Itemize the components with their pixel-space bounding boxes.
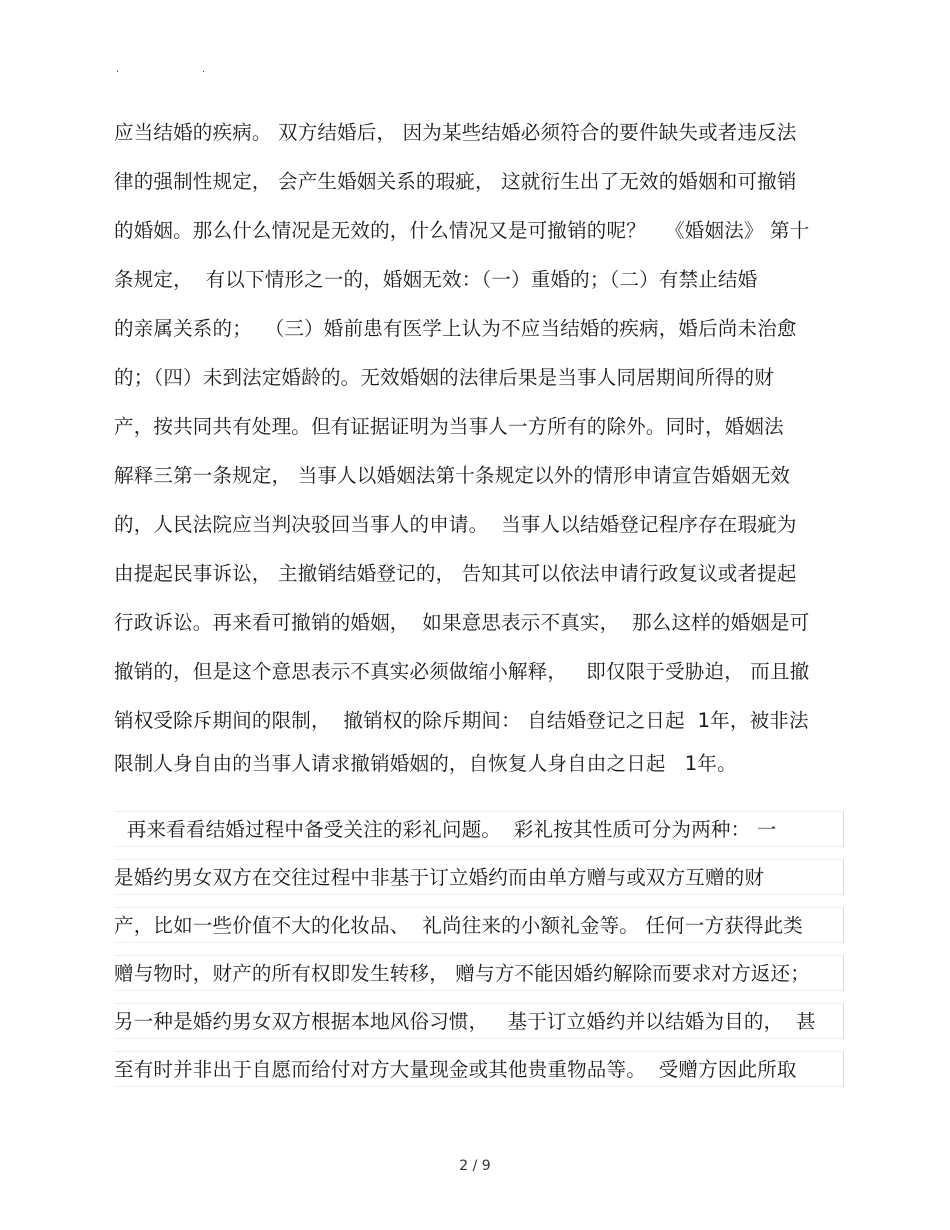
text-line: 解释三第一条规定， 当事人以婚姻法第十条规定以外的情形申请宣告婚姻无效 bbox=[114, 464, 791, 487]
text-line: 的，人民法院应当判决驳回当事人的申请。 当事人以结婚登记程序存在瑕疵为 bbox=[114, 513, 797, 536]
text-line: 由提起民事诉讼， 主撤销结婚登记的， 告知其可以依法申请行政复议或者提起 bbox=[114, 562, 797, 585]
text-line: 产，比如一些价值不大的化妆品、 礼尚往来的小额礼金等。 任何一方获得此类 bbox=[114, 907, 844, 943]
text-line: 律的强制性规定， 会产生婚姻关系的瑕疵， 这就衍生出了无效的婚姻和可撤销 bbox=[114, 170, 797, 193]
text-line: 赠与物时，财产的所有权即发生转移， 赠与方不能因婚约解除而要求对方返还； bbox=[114, 955, 844, 991]
text-line: 撤销的，但是这个意思表示不真实必须做缩小解释， 即仅限于受胁迫， 而且撤 bbox=[114, 660, 810, 683]
text-line: 的；（四）未到法定婚龄的。无效婚姻的法律后果是当事人同居期间所得的财 bbox=[114, 366, 775, 389]
text-line: 产，按共同共有处理。但有证据证明为当事人一方所有的除外。同时，婚姻法 bbox=[114, 415, 784, 438]
page-number: 2 / 9 bbox=[459, 1158, 491, 1174]
text-line: 条规定， 有以下情形之一的，婚姻无效：（一）重婚的；（二）有禁止结婚 bbox=[114, 268, 758, 291]
text-line: 至有时并非出于自愿而给付对方大量现金或其他贵重物品等。 受赠方因此所取 bbox=[114, 1051, 844, 1087]
text-line: 的婚姻。那么什么情况是无效的，什么情况又是可撤销的呢？ 《婚姻法》 第十 bbox=[114, 219, 810, 242]
text-line: 再来看看结婚过程中备受关注的彩礼问题。 彩礼按其性质可分为两种： 一 bbox=[114, 811, 844, 847]
text-line: 限制人身自由的当事人请求撤销婚姻的，自恢复人身自由之日起 1年。 bbox=[114, 752, 737, 775]
header-dot-left: . bbox=[116, 64, 120, 75]
text-line: 应当结婚的疾病。 双方结婚后， 因为某些结婚必须符合的要件缺失或者违反法 bbox=[114, 121, 797, 144]
text-line: 另一种是婚约男女双方根据本地风俗习惯， 基于订立婚约并以结婚为目的， 甚 bbox=[114, 1003, 844, 1039]
text-line: 是婚约男女双方在交往过程中非基于订立婚约而由单方赠与或双方互赠的财 bbox=[114, 859, 844, 895]
text-line: 的亲属关系的； （三）婚前患有医学上认为不应当结婚的疾病，婚后尚未治愈 bbox=[114, 317, 797, 340]
header-dot-right: . bbox=[202, 64, 206, 75]
text-line: 销权受除斥期间的限制， 撤销权的除斥期间： 自结婚登记之日起 1年，被非法 bbox=[114, 709, 809, 732]
text-line: 行政诉讼。再来看可撤销的婚姻， 如果意思表示不真实， 那么这样的婚姻是可 bbox=[114, 611, 810, 634]
